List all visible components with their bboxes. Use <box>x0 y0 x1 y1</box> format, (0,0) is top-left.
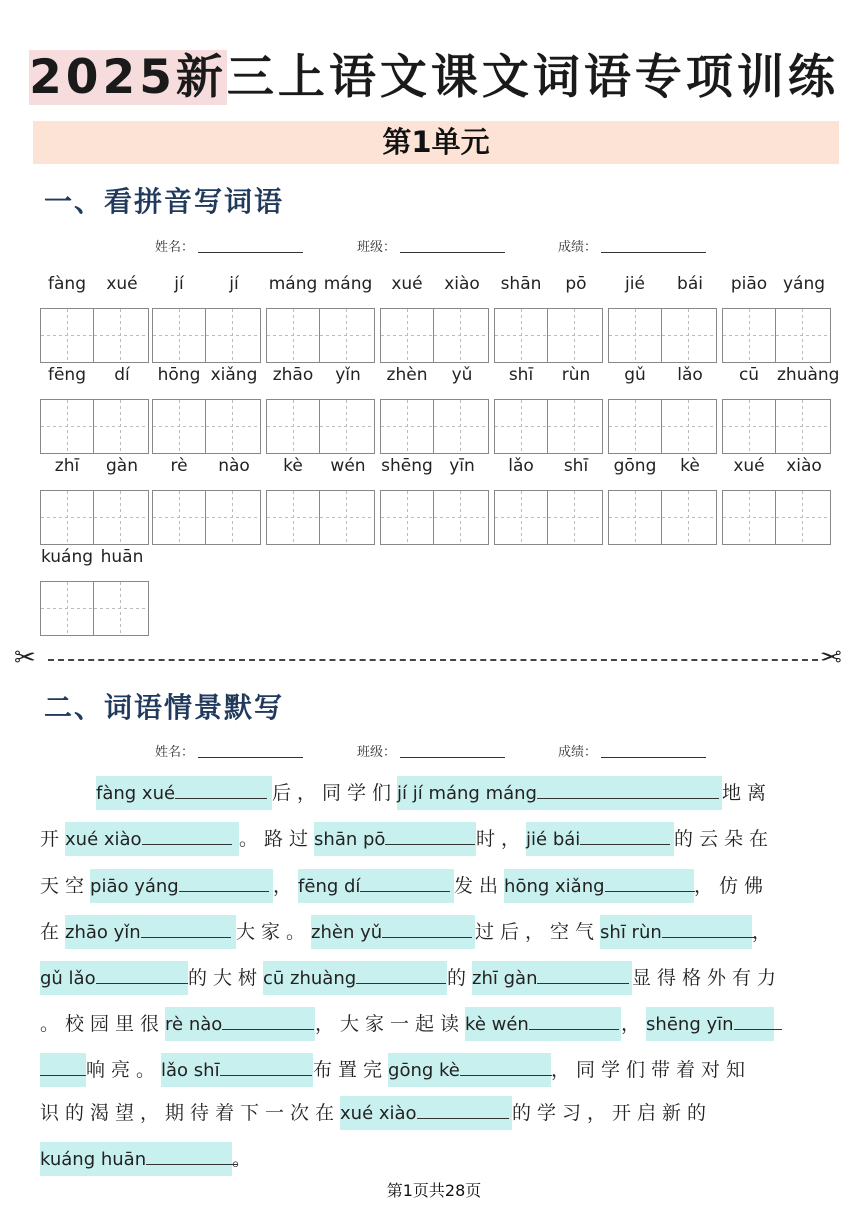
passage-line-2: 开xué xiào 。路过shān pō 时，jié bái 的云朵在 <box>40 822 774 856</box>
blank-10[interactable]: zhèn yǔ <box>311 915 475 949</box>
pinyin-label <box>722 270 831 300</box>
pinyin-syllable: shī <box>508 365 534 385</box>
blank-19[interactable]: gōng kè <box>388 1053 551 1087</box>
pinyin-syllable: zhāo <box>272 365 314 385</box>
pinyin-label <box>494 361 603 391</box>
tianzi-cell[interactable] <box>320 400 374 453</box>
pinyin-syllable: gōng <box>613 456 657 476</box>
passage-line-6: 。校园里很rè nào ，大家一起读kè wén ，shēng yīn <box>40 1007 774 1041</box>
pinyin-syllable: fàng <box>48 274 86 294</box>
pinyin-label <box>494 452 603 482</box>
pinyin-syllable: zhuàng <box>777 365 840 385</box>
section2-title: 二、词语情景默写 <box>44 691 285 724</box>
pinyin-syllable: kè <box>680 456 700 476</box>
passage-line-3: 天空piāo yáng ，fēng dí 发出hōng xiǎng ，仿佛 <box>40 869 769 903</box>
writing-boxes[interactable] <box>380 399 489 454</box>
pinyin-syllable: xué <box>106 274 138 294</box>
blank-1[interactable]: fàng xué <box>96 776 272 810</box>
pinyin-syllable: bái <box>677 274 703 294</box>
tianzi-cell[interactable] <box>548 400 602 453</box>
pinyin-syllable: máng <box>268 274 318 294</box>
blank-20[interactable]: xué xiào <box>340 1096 512 1130</box>
pinyin-syllable: jí <box>174 274 184 294</box>
passage-line-5: gǔ lǎo 的大树cū zhuàng 的zhī gàn 显得格外有力 <box>40 961 782 995</box>
pinyin-syllable: huān <box>100 547 144 567</box>
pinyin-label <box>152 452 261 482</box>
pinyin-label <box>722 452 831 482</box>
tianzi-cell[interactable] <box>548 309 602 362</box>
blank-12[interactable]: gǔ lǎo <box>40 961 188 995</box>
tianzi-cell[interactable] <box>94 309 148 362</box>
tianzi-cell[interactable] <box>320 491 374 544</box>
pinyin-syllable: pō <box>565 274 587 294</box>
tianzi-cell[interactable] <box>723 400 776 453</box>
class-field-2[interactable] <box>357 741 505 760</box>
blank-16[interactable]: kè wén <box>465 1007 621 1041</box>
class-field[interactable] <box>357 236 505 255</box>
passage-line-1: fàng xué 后，同学们jí jí máng máng 地离 <box>96 776 772 810</box>
tianzi-cell[interactable] <box>320 309 374 362</box>
tianzi-cell[interactable] <box>381 400 434 453</box>
tianzi-cell[interactable] <box>381 309 434 362</box>
page-footer: 第1页共28页 <box>386 1181 482 1200</box>
pinyin-label <box>494 270 603 300</box>
blank-21[interactable]: kuáng huān <box>40 1142 232 1176</box>
pinyin-label <box>152 361 261 391</box>
tianzi-cell[interactable] <box>94 582 148 635</box>
blank-6[interactable]: piāo yáng <box>90 869 273 903</box>
pinyin-syllable: shān <box>500 274 542 294</box>
writing-boxes[interactable] <box>40 308 149 363</box>
pinyin-syllable: zhèn <box>386 365 428 385</box>
writing-boxes[interactable] <box>152 308 261 363</box>
pinyin-syllable: yǔ <box>451 365 473 385</box>
tianzi-cell[interactable] <box>723 491 776 544</box>
score-label-2: 成绩： <box>558 745 598 760</box>
passage-line-8: 识的渴望，期待着下一次在xué xiào 的学习，开启新的 <box>40 1096 712 1130</box>
tianzi-cell[interactable] <box>153 491 206 544</box>
blank-4[interactable]: shān pō <box>314 822 476 856</box>
pinyin-label <box>380 361 489 391</box>
blank-2[interactable]: jí jí máng máng <box>397 776 722 810</box>
tianzi-cell[interactable] <box>381 491 434 544</box>
pinyin-label <box>266 361 375 391</box>
tianzi-cell[interactable] <box>267 309 320 362</box>
tianzi-cell[interactable] <box>609 491 662 544</box>
pinyin-syllable: lǎo <box>508 456 534 476</box>
scissors-left-icon: ✂ <box>14 643 36 673</box>
writing-boxes[interactable] <box>40 490 149 545</box>
tianzi-cell[interactable] <box>776 400 830 453</box>
writing-boxes[interactable] <box>494 308 603 363</box>
blank-3[interactable]: xué xiào <box>65 822 239 856</box>
blank-8[interactable]: hōng xiǎng <box>504 869 694 903</box>
tianzi-cell[interactable] <box>206 491 260 544</box>
tianzi-cell[interactable] <box>662 491 716 544</box>
tianzi-cell[interactable] <box>41 582 94 635</box>
blank-17a[interactable]: shēng yīn <box>646 1007 774 1041</box>
pinyin-syllable: xué <box>733 456 765 476</box>
pinyin-syllable: jí <box>229 274 239 294</box>
writing-boxes[interactable] <box>608 308 717 363</box>
title-rest: 三上语文课文词语专项训练 <box>226 50 839 105</box>
tianzi-cell[interactable] <box>495 491 548 544</box>
tianzi-cell[interactable] <box>662 400 716 453</box>
pinyin-syllable: jié <box>625 274 645 294</box>
name-field-2[interactable] <box>155 741 303 760</box>
tianzi-cell[interactable] <box>495 309 548 362</box>
page-title <box>0 48 868 108</box>
pinyin-label <box>40 452 149 482</box>
tianzi-cell[interactable] <box>41 491 94 544</box>
pinyin-label <box>266 452 375 482</box>
tianzi-cell[interactable] <box>206 400 260 453</box>
name-label: 姓名： <box>155 240 195 255</box>
pinyin-syllable: zhī <box>54 456 80 476</box>
pinyin-syllable: rùn <box>561 365 591 385</box>
pinyin-syllable: dí <box>114 365 130 385</box>
tianzi-cell[interactable] <box>434 309 488 362</box>
pinyin-syllable: kuáng <box>40 547 94 567</box>
pinyin-label <box>152 270 261 300</box>
pinyin-label <box>380 452 489 482</box>
blank-18[interactable]: lǎo shī <box>161 1053 313 1087</box>
pinyin-syllable: gǔ <box>624 365 646 385</box>
pinyin-label <box>40 270 149 300</box>
tianzi-cell[interactable] <box>206 309 260 362</box>
pinyin-syllable: fēng <box>47 365 86 385</box>
writing-boxes[interactable] <box>40 581 149 636</box>
pinyin-syllable: yáng <box>782 274 826 294</box>
tianzi-cell[interactable] <box>267 400 320 453</box>
pinyin-syllable: shī <box>563 456 589 476</box>
writing-grid <box>0 270 868 650</box>
writing-boxes[interactable] <box>152 399 261 454</box>
tianzi-cell[interactable] <box>94 491 148 544</box>
tianzi-cell[interactable] <box>434 400 488 453</box>
pinyin-label <box>40 361 149 391</box>
writing-boxes[interactable] <box>380 308 489 363</box>
writing-boxes[interactable] <box>608 399 717 454</box>
tianzi-cell[interactable] <box>662 309 716 362</box>
writing-boxes[interactable] <box>722 490 831 545</box>
blank-5[interactable]: jié bái <box>526 822 674 856</box>
class-label: 班级： <box>357 240 397 255</box>
writing-boxes[interactable] <box>266 490 375 545</box>
writing-boxes[interactable] <box>722 308 831 363</box>
writing-boxes[interactable] <box>40 399 149 454</box>
blank-14[interactable]: zhī gàn <box>472 961 632 995</box>
pinyin-label <box>722 361 840 391</box>
pinyin-label <box>40 543 149 573</box>
pinyin-label <box>608 270 717 300</box>
tianzi-cell[interactable] <box>41 309 94 362</box>
scissors-right-icon: ✂ <box>820 643 842 673</box>
blank-9[interactable]: zhāo yǐn <box>65 915 236 949</box>
blank-13[interactable]: cū zhuàng <box>263 961 447 995</box>
pinyin-syllable: xiǎng <box>210 365 258 385</box>
blank-17b[interactable] <box>40 1053 86 1087</box>
writing-boxes[interactable] <box>266 308 375 363</box>
tianzi-cell[interactable] <box>723 309 776 362</box>
class-label-2: 班级： <box>357 745 397 760</box>
pinyin-syllable: rè <box>170 456 188 476</box>
pinyin-label <box>266 270 375 300</box>
pinyin-syllable: lǎo <box>677 365 703 385</box>
blank-15[interactable]: rè nào <box>165 1007 315 1041</box>
pinyin-syllable: yǐn <box>335 365 361 385</box>
title-highlight: 2025新 <box>29 50 227 105</box>
score-field-2[interactable] <box>558 741 706 760</box>
pinyin-syllable: gàn <box>106 456 138 476</box>
writing-boxes[interactable] <box>494 399 603 454</box>
writing-boxes[interactable] <box>608 490 717 545</box>
pinyin-label <box>608 361 717 391</box>
tianzi-cell[interactable] <box>153 400 206 453</box>
section1-title: 一、看拼音写词语 <box>44 185 285 218</box>
name-label-2: 姓名： <box>155 745 195 760</box>
tianzi-cell[interactable] <box>41 400 94 453</box>
unit-banner: 第1单元 <box>33 121 839 164</box>
pinyin-syllable: piāo <box>730 274 768 294</box>
pinyin-syllable: nào <box>218 456 250 476</box>
tianzi-cell[interactable] <box>776 491 830 544</box>
pinyin-syllable: xiào <box>786 456 822 476</box>
pinyin-syllable: máng <box>323 274 373 294</box>
pinyin-syllable: kè <box>283 456 303 476</box>
pinyin-label <box>608 452 717 482</box>
tianzi-cell[interactable] <box>267 491 320 544</box>
score-field[interactable] <box>558 236 706 255</box>
pinyin-syllable: wén <box>330 456 366 476</box>
score-label: 成绩： <box>558 240 598 255</box>
passage-line-4: 在zhāo yǐn 大家。zhèn yǔ 过后，空气shī rùn ， <box>40 915 777 949</box>
tianzi-cell[interactable] <box>776 309 830 362</box>
pinyin-label <box>380 270 489 300</box>
pinyin-syllable: yīn <box>449 456 475 476</box>
tianzi-cell[interactable] <box>609 309 662 362</box>
tianzi-cell[interactable] <box>609 400 662 453</box>
writing-boxes[interactable] <box>380 490 489 545</box>
pinyin-syllable: xiào <box>444 274 480 294</box>
pinyin-syllable: hōng <box>157 365 201 385</box>
writing-boxes[interactable] <box>266 399 375 454</box>
blank-7[interactable]: fēng dí <box>298 869 454 903</box>
pinyin-syllable: cū <box>738 365 760 385</box>
name-field[interactable] <box>155 236 303 255</box>
writing-boxes[interactable] <box>494 490 603 545</box>
pinyin-syllable: xué <box>391 274 423 294</box>
passage-line-7: 响亮。lǎo shī 布置完gōng kè ，同学们带着对知 <box>40 1053 751 1087</box>
tianzi-cell[interactable] <box>434 491 488 544</box>
tianzi-cell[interactable] <box>153 309 206 362</box>
cut-line <box>14 643 854 673</box>
tianzi-cell[interactable] <box>495 400 548 453</box>
tianzi-cell[interactable] <box>94 400 148 453</box>
pinyin-syllable: shēng <box>381 456 433 476</box>
passage-line-9: kuáng huān 。 <box>40 1142 257 1176</box>
tianzi-cell[interactable] <box>548 491 602 544</box>
writing-boxes[interactable] <box>722 399 831 454</box>
blank-11[interactable]: shī rùn <box>600 915 752 949</box>
writing-boxes[interactable] <box>152 490 261 545</box>
